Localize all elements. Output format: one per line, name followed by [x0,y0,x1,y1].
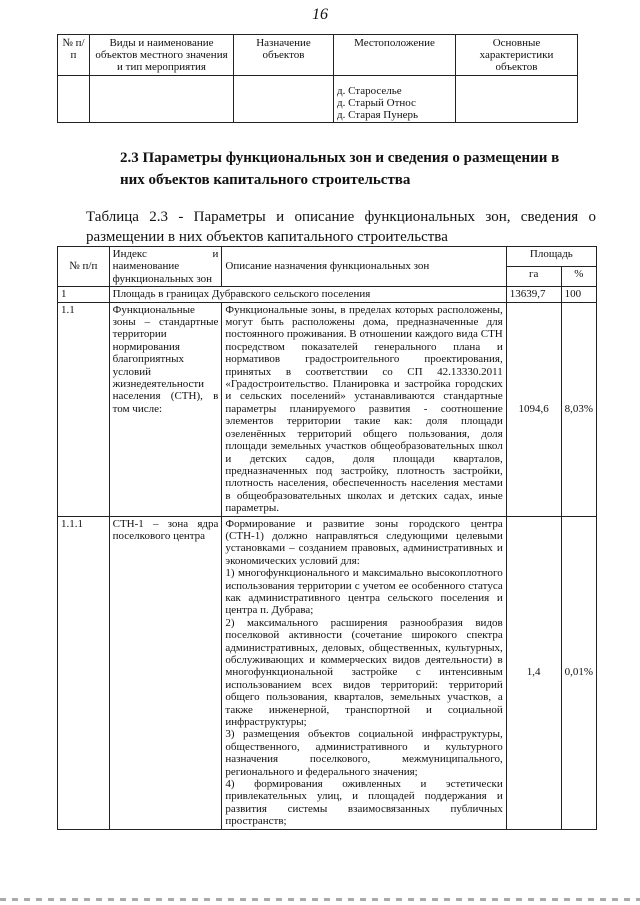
header-pct: % [561,267,596,287]
top-table-header: Виды и наименование объектов местного значения и тип мероприятия [90,35,234,76]
row-label: Площадь в границах Дубравского сельского поселения [109,287,506,302]
location-item: д. Старый Относ [337,97,416,109]
table-row [58,287,597,302]
header-ha: га [506,267,561,287]
location-item: д. Староселье [337,85,402,97]
table-row [58,76,578,123]
section-heading [86,147,586,191]
row-area-pct: 8,03% [561,302,596,516]
zone-name: Функциональные зоны – стандартные территории нормирования благоприятных условий жизнедеятельности населения (СТН), в том числе: [109,302,222,516]
table-row [58,302,597,516]
header-num: № п/п [58,247,110,287]
row-num: 1 [58,287,110,302]
page-number: 16 [312,6,328,23]
description-paragraph: Формирование и развитие зоны городского центра (СТН-1) должно направляться следующими целевыми установками – созданием правовых, административных и экономических условий для: [225,517,503,567]
zones-table-header-row [58,247,597,267]
top-table-header-row [58,35,578,76]
table-cell [234,76,334,123]
scan-edge-artifact [0,898,640,901]
zone-description: Функциональные зоны, в пределах которых расположены, могут быть расположены дома, предназначенные для постоянного проживания. В отношении каждого вида СТН посредством показателей генерального плана и нормативов градостроительного проектирования, принятых в соответствии со СП 42.13330.2011 «Градостроительство. Планировка и застройка городских и сельских поселений» устанавливаются стандартные параметры планируемого развития - соотношение элементов территории такие как: доля площади озеленённых территорий общего пользования, доля площади земельных участков общеобразовательных школ и детских садов, доля площади кварталов, предназначенных под застройку, плотность застройки, плотность населения, обеспеченность населения местами в общеобразовательных школах и детских садах, иные параметры. [222,302,506,516]
row-area-pct: 100 [561,287,596,302]
header-area: Площадь [506,247,596,267]
zones-table [57,246,597,830]
location-item: д. Старая Пунерь [337,109,419,121]
top-table-header: № п/п [58,35,90,76]
row-area-ha: 13639,7 [506,287,561,302]
row-area-ha: 1,4 [506,516,561,829]
section-heading-text: 2.3 Параметры функциональных зон и сведения о размещении в них объектов капитального строительства [120,150,560,188]
location-cell [334,76,456,123]
table-cell [456,76,578,123]
header-description: Описание назначения функциональных зон [222,247,506,287]
top-table-header: Назначение объектов [234,35,334,76]
zone-description [222,516,506,829]
description-paragraph: 4) формирования оживленных и эстетически привлекательных улиц, и площадей поддержания и развития системы взаимосвязанных публичных пространств; [225,778,503,828]
table-cell [58,76,90,123]
row-area-pct: 0,01% [561,516,596,829]
header-index: Индекс и наименование функциональных зон [109,247,222,287]
row-num: 1.1.1 [58,516,110,829]
table-cell [90,76,234,123]
zone-name: СТН-1 – зона ядра поселкового центра [109,516,222,829]
description-paragraph: 1) многофункционального и максимально высокоплотного использования территории с учетом ее особенного статуса как административного центра сельского поселения и центра п. Дубрава; [225,567,503,617]
top-table [57,34,578,123]
table-caption: Таблица 2.3 - Параметры и описание функциональных зон, сведения о размещении в них объектов капитального строительства [86,209,596,245]
row-num: 1.1 [58,302,110,516]
description-paragraph: 2) максимального расширения разнообразия видов поселковой активности (сочетание широкого спектра административных, деловых, общественных, культурных, обслуживающих и коммерческих видов деятельности) в многофункциональной застройке с интенсивным использованием всех видов территорий: территорий общего пользования, кварталов, земельных участков, а также инженерной, транспортной и социальной инфраструктуры; [225,616,503,729]
top-table-header: Местоположение [334,35,456,76]
description-paragraph: 3) размещения объектов социальной инфраструктуры, общественного, административного и культурного назначения поселкового, межмуниципального, регионального и федерального значения; [225,728,503,778]
top-table-header: Основные характеристики объектов [456,35,578,76]
table-row [58,516,597,829]
row-area-ha: 1094,6 [506,302,561,516]
